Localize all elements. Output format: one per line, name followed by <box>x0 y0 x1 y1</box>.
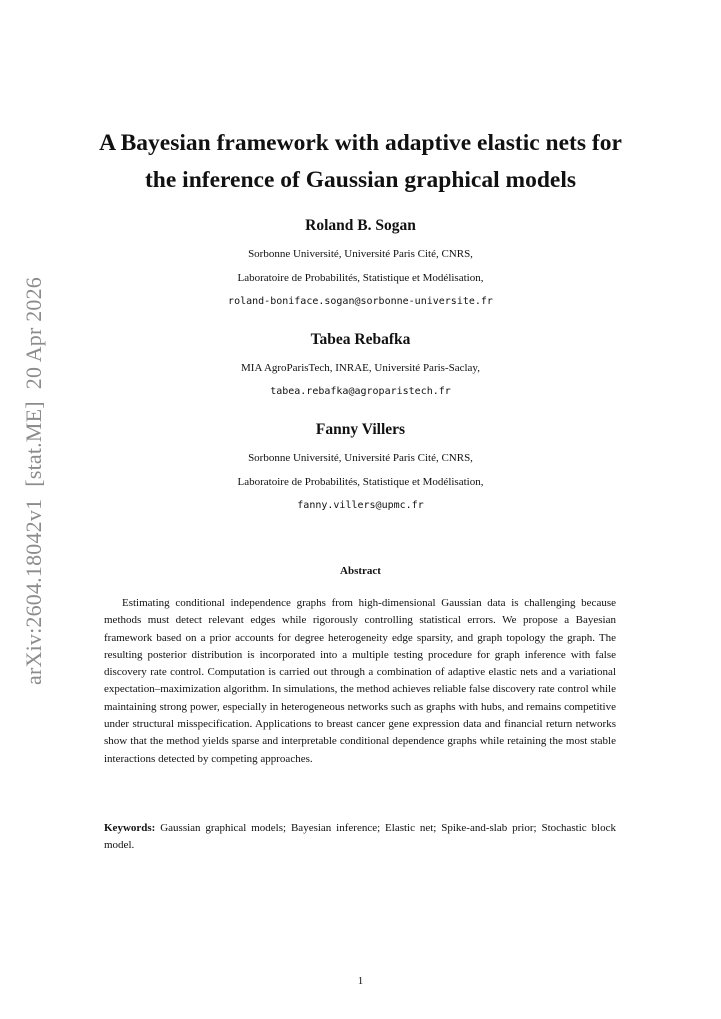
arxiv-id: arXiv:2604.18042v1 <box>21 498 46 686</box>
arxiv-category: [stat.ME] <box>21 401 46 487</box>
title-line-2: the inference of Gaussian graphical models <box>144 167 577 193</box>
abstract-heading: Abstract <box>340 565 381 577</box>
author-name: Roland B. Sogan <box>305 217 416 234</box>
title-line-1: A Bayesian framework with adaptive elastic nets for <box>99 130 622 156</box>
author-block <box>60 419 661 518</box>
author-affiliation: Sorbonne Université, Université Paris Cité, CNRS, <box>248 452 473 464</box>
author-affiliation: MIA AgroParisTech, INRAE, Université Paris-Saclay, <box>241 362 480 374</box>
author-email: fanny.villers@upmc.fr <box>297 500 424 511</box>
author-email: roland-boniface.sogan@sorbonne-universite.fr <box>228 296 493 307</box>
author-affiliation: Sorbonne Université, Université Paris Cité, CNRS, <box>248 248 473 260</box>
arxiv-date: 20 Apr 2026 <box>21 276 46 390</box>
author-block <box>60 329 661 404</box>
author-name: Fanny Villers <box>315 421 406 438</box>
author-name: Tabea Rebafka <box>310 331 411 348</box>
author-block <box>60 215 661 314</box>
keywords <box>104 820 616 855</box>
abstract-text: Estimating conditional independence graphs from high-dimensional Gaussian data is challenging because methods must detect relevant edges while rigorously controlling statistical errors. We propose a Bayesian framework based on a prior accounts for degree heterogeneity edge sparsity, and graph topology the graph. The resulting posterior distribution is incorporated into a multiple testing procedure for graph inference with false discovery rate control. Computation is carried out through a combination of adaptive elastic nets and a variational expectation–maximization algorithm. In simulations, the method achieves reliable false discovery rate control while maintaining strong power, especially in heterogeneous networks such as graphs with hubs, and remains competitive under structural misspecification. Applications to breast cancer gene expression data and financial return networks show that the method yields sparse and interpretable conditional dependence graphs while retaining the most stable interactions detected by competing approaches. <box>104 597 616 765</box>
author-affiliation: Laboratoire de Probabilités, Statistique et Modélisation, <box>237 476 484 488</box>
author-affiliation: Laboratoire de Probabilités, Statistique et Modélisation, <box>237 272 484 284</box>
paper-title <box>60 125 661 199</box>
keywords-label: Keywords: <box>104 822 156 834</box>
keywords-text: Gaussian graphical models; Bayesian inference; Elastic net; Spike-and-slab prior; Stochastic block model. <box>104 822 616 852</box>
author-email: tabea.rebafka@agroparistech.fr <box>270 386 451 397</box>
author-list <box>60 215 661 533</box>
page-number: 1 <box>357 975 364 987</box>
abstract-body <box>104 595 616 768</box>
arxiv-side-stamp <box>21 271 47 691</box>
